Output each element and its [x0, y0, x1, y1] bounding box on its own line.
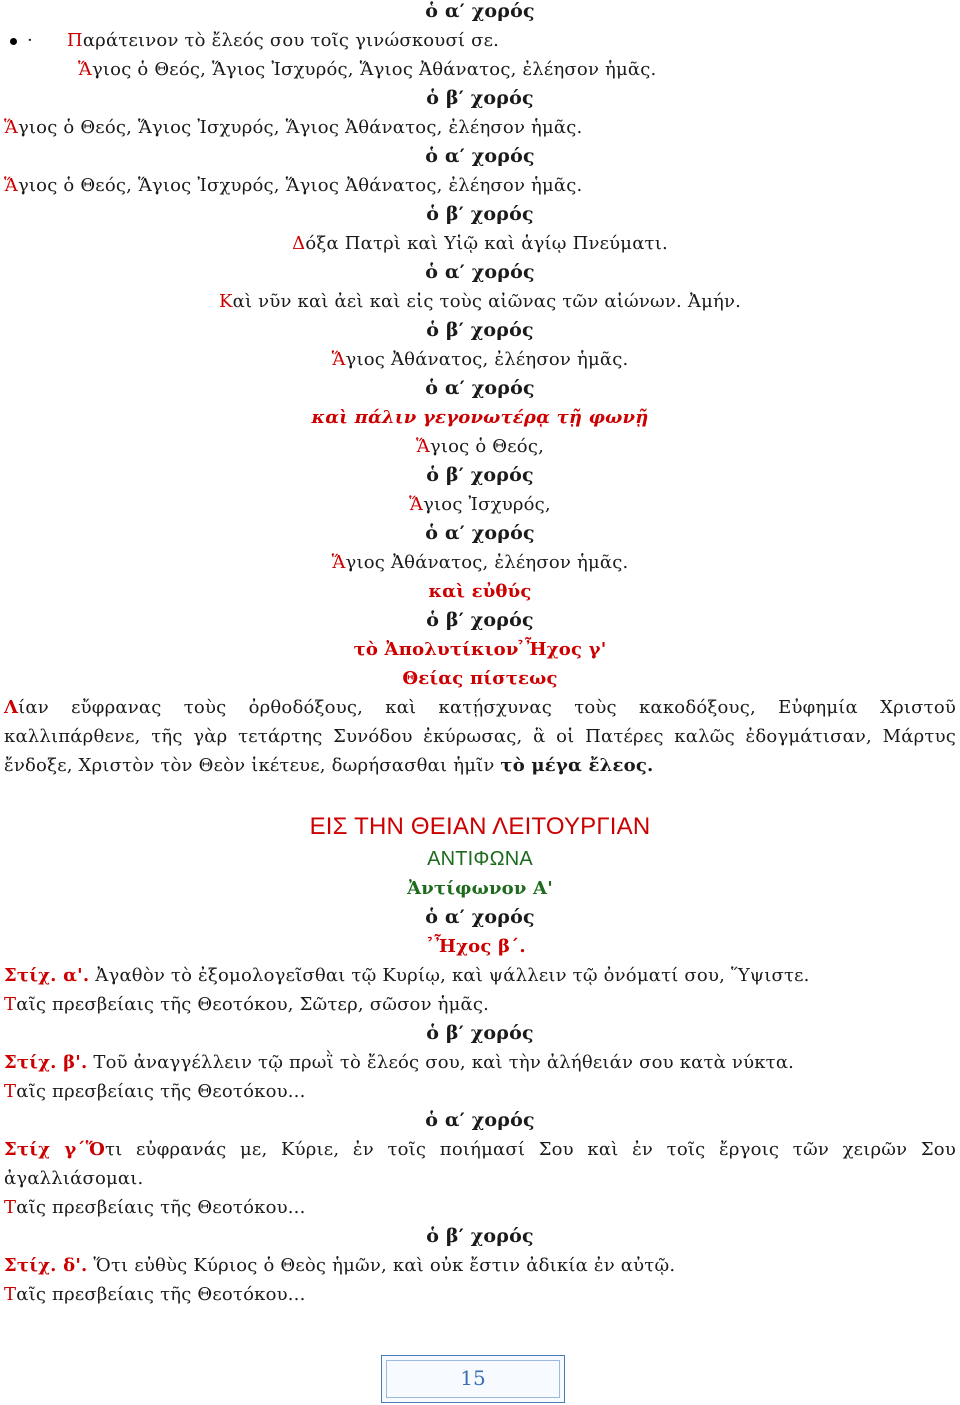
tone-heading: ̉Ἦχος β΄.	[434, 936, 526, 957]
refrain-short: Ταῖς πρεσβείαις τῆς Θεοτόκου...	[4, 1081, 306, 1102]
choir-a-rubric: ὁ α′ χορός	[425, 906, 535, 928]
red-initial: Π	[66, 30, 83, 51]
kai-nyn-line: Καὶ νῦν καὶ ἀεὶ καὶ εἰς τοὺς αἰῶνας τῶν αἰώνων. Ἀμήν.	[218, 291, 742, 312]
page-number: 15	[460, 1366, 486, 1390]
refrain-full: Ταῖς πρεσβείαις τῆς Θεοτόκου, Σῶτερ, σῶσον ἡμᾶς.	[4, 994, 490, 1015]
verse-4: Στίχ. δ'. Ὅτι εὐθὺς Κύριος ὁ Θεὸς ἡμῶν, καὶ οὐκ ἔστιν ἀδικία ἐν αὐτῷ.	[4, 1255, 676, 1276]
verse-2: Στίχ. β'. Τοῦ ἀναγγέλλειν τῷ πρωῒ τὸ ἔλεός σου, καὶ τὴν ἀλήθειάν σου κατὰ νύκτα.	[4, 1052, 795, 1073]
hymn-line-paratinon: · Παράτεινον τὸ ἔλεός σου τοῖς γινώσκουσί σε.	[0, 26, 960, 55]
apolytikion-line-3: ἔνδοξε, Χριστὸν τὸν Θεὸν ἱκέτευε, δωρήσασθαι ἡμῖν τὸ μέγα ἔλεος.	[4, 755, 654, 776]
choir-b-rubric: ὁ β′ χορός	[426, 609, 534, 631]
trisagion-line: Ἅγιος ὁ Θεός, Ἅγιος Ἰσχυρός, Ἅγιος Ἀθάνατος, ἐλέησον ἡμᾶς.	[4, 175, 583, 196]
bullet-mark: ·	[27, 30, 33, 51]
agios-athanatos-line: Ἅγιος Ἀθάνατος, ἐλέησον ἡμᾶς.	[331, 349, 629, 370]
choir-b-rubric: ὁ β′ χορός	[426, 319, 534, 341]
trisagion-line: Ἅγιος ὁ Θεός, Ἅγιος Ἰσχυρός, Ἅγιος Ἀθάνατος, ἐλέησον ἡμᾶς.	[4, 117, 583, 138]
choir-b-rubric: ὁ β′ χορός	[426, 203, 534, 225]
bullet-icon	[10, 38, 17, 45]
liturgy-title: ΕΙΣ ΤΗΝ ΘΕΙΑΝ ΛΕΙΤΟΥΡΓΙΑΝ	[309, 813, 651, 840]
apolytikion-subheading: Θείας πίστεως	[402, 668, 558, 689]
verse-1: Στίχ. α'. Ἀγαθὸν τὸ ἐξομολογεῖσθαι τῷ Κυρίῳ, καὶ ψάλλειν τῷ ὀνόματί σου, Ὕψιστε.	[4, 965, 810, 986]
agios-ischyros-line: Ἅγιος Ἰσχυρός,	[409, 494, 551, 515]
choir-b-rubric: ὁ β′ χορός	[426, 87, 534, 109]
antiphon-a-heading: Ἀντίφωνον Α'	[407, 878, 553, 899]
trisagion-line: Ἅγιος ὁ Θεός, Ἅγιος Ἰσχυρός, Ἅγιος Ἀθάνατος, ἐλέησον ἡμᾶς.	[78, 59, 657, 80]
choir-a-rubric: ὁ α′ χορός	[425, 1109, 535, 1131]
choir-a-rubric: ὁ α′ χορός	[425, 261, 535, 283]
agios-theos-line: Ἅγιος ὁ Θεός,	[415, 436, 545, 457]
choir-a-rubric: ὁ α′ χορός	[425, 522, 535, 544]
apolytikion-line-1: Λίαν εὔφρανας τοὺς ὀρθοδόξους, καὶ κατῄσχυνας τοὺς κακοδόξους, Εὐφημία Χριστοῦ	[4, 697, 956, 718]
antiphons-heading: ΑΝΤΙΦΩΝΑ	[427, 848, 533, 870]
refrain-short: Ταῖς πρεσβείαις τῆς Θεοτόκου...	[4, 1197, 306, 1218]
louder-rubric: καὶ πάλιν γεγονωτέρᾳ τῇ φωνῇ	[311, 407, 649, 428]
verse-3-line-1: Στίχ γ΄Ὅτι εὐφρανάς με, Κύριε, ἐν τοῖς ποιήμασί Σου καὶ ἐν τοῖς ἔργοις τῶν χειρῶν Σου	[4, 1139, 956, 1160]
choir-a-rubric: ὁ α′ χορός	[425, 0, 535, 22]
refrain-short: Ταῖς πρεσβείαις τῆς Θεοτόκου...	[4, 1284, 306, 1305]
verse-3-line-2: ἀγαλλιάσομαι.	[4, 1168, 144, 1189]
page-number-box	[381, 1355, 565, 1403]
apolytikion-heading: τὸ Ἀπολυτίκιον ̉Ἦχος γ'	[353, 639, 607, 660]
choir-b-rubric: ὁ β′ χορός	[426, 1022, 534, 1044]
immediately-rubric: καὶ εὐθύς	[428, 581, 532, 602]
choir-b-rubric: ὁ β′ χορός	[426, 464, 534, 486]
choir-b-rubric: ὁ β′ χορός	[426, 1225, 534, 1247]
doxa-line: Δόξα Πατρὶ καὶ Υἱῷ καὶ ἁγίῳ Πνεύματι.	[292, 233, 668, 254]
choir-a-rubric: ὁ α′ χορός	[425, 145, 535, 167]
choir-a-rubric: ὁ α′ χορός	[425, 377, 535, 399]
apolytikion-line-2: καλλιπάρθενε, τῆς γὰρ τετάρτης Συνόδου ἐκύρωσας, ἃ οἱ Πατέρες καλῶς ἐδογμάτισαν, Μάρτυς	[4, 726, 956, 747]
agios-athanatos-line: Ἅγιος Ἀθάνατος, ἐλέησον ἡμᾶς.	[331, 552, 629, 573]
